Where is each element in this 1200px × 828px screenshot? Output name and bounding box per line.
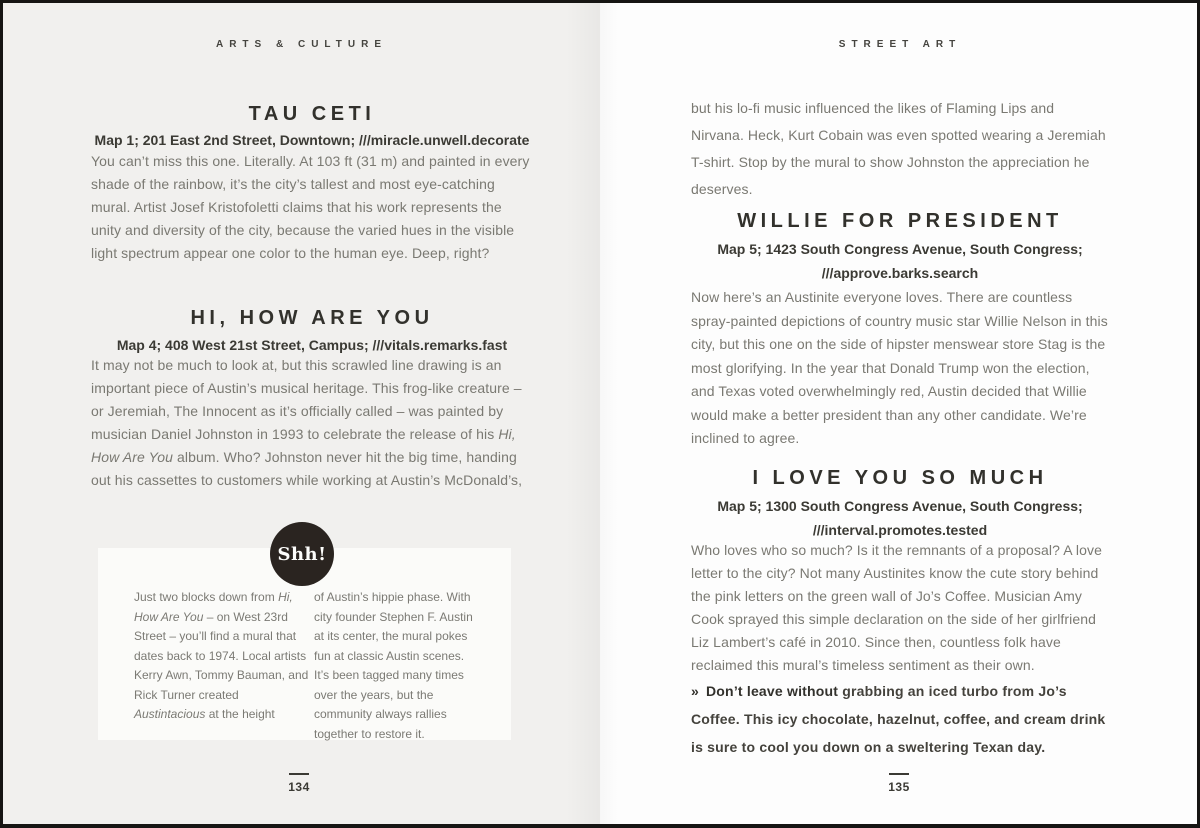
running-head-right: STREET ART [838,39,962,50]
shh-box-column-1 [134,588,310,725]
shh-segment: at the height [205,707,275,721]
shh-badge: Shh! [270,522,334,586]
page-number-rule [289,773,309,775]
body-italic-album-title: Hi, How Are You [91,426,516,465]
section-address-willie-for-president [691,237,1109,285]
continuation-paragraph: but his lo-fi music influenced the likes of Flaming Lips and Nirvana. Heck, Kurt Cobain was even spotted wearing a Jeremiah T-shirt. Stop by the mural to show Johnston the appreciation he deserves. [691,100,1106,197]
right-page [600,3,1200,824]
page-number-rule [889,773,909,775]
body-segment: It may not be much to look at, but this scrawled line drawing is an important piece of Austin’s musical heritage. This frog-like creature – or Jeremiah, The Innocent as it’s officially called – was painted by musician Daniel Johnston in 1993 to celebrate the release of his [91,357,522,442]
section-title-hi-how-are-you: HI, HOW ARE YOU [190,307,434,329]
section-body-hi-how-are-you [91,354,533,492]
page-number-right: 135 [877,773,921,796]
shh-italic-album-title: Hi, How Are You [134,590,293,624]
tip-text: grabbing an iced turbo from Jo’s Coffee. This icy chocolate, hazelnut, coffee, and cream drink is sure to cool you down on a sweltering Texan day. [691,683,1106,755]
address-line-1: Map 5; 1423 South Congress Avenue, South Congress; [717,241,1083,257]
left-page [3,3,600,824]
shh-segment: – on West 23rd Street – you’ll find a mural that dates back to 1974. Local artists Kerry Awn, Tommy Bauman, and Rick Turner created [134,609,309,702]
dont-leave-without-tip [691,677,1109,761]
section-address-hi-how-are-you: Map 4; 408 West 21st Street, Campus; ///vitals.remarks.fast [116,337,508,353]
double-chevron-icon: » [691,683,699,699]
section-address-i-love-you-so-much [691,494,1109,542]
section-body-i-love-you-so-much: Who loves who so much? Is it the remnants of a proposal? A love letter to the city? Not many Austinites know the cute story behind the pink letters on the green wall of Jo’s Coffee. Musician Amy Cook sprayed this simple declaration on the side of her girlfriend Liz Lambert’s café in 2010. Since then, countless folk have reclaimed this mural’s timeless sentiment as their own. [691,542,1102,673]
section-title-i-love-you-so-much: I LOVE YOU SO MUCH [752,467,1048,489]
page-number-left: 134 [277,773,321,796]
address-line-1: Map 5; 1300 South Congress Avenue, South Congress; [717,498,1083,514]
shh-box-column-2: of Austin’s hippie phase. With city founder Stephen F. Austin at its center, the mural pokes fun at classic Austin scenes. It’s been tagged many times over the years, but the community always rallies together to restore it. [314,590,473,741]
section-body-willie-for-president: Now here’s an Austinite everyone loves. There are countless spray-painted depictions of country music star Willie Nelson in this city, but this one on the side of hipster menswear store Stag is the most glorifying. In the year that Donald Trump won the election, and Texas voted overwhelmingly red, Austin decided that Willie would make a better president than any other candidate. We’re inclined to agree. [691,289,1108,446]
section-title-willie-for-president: WILLIE FOR PRESIDENT [737,210,1063,232]
body-segment: album. Who? Johnston never hit the big time, handing out his cassettes to customers while working at Austin’s McDonald’s, [91,449,523,488]
address-line-2: ///interval.promotes.tested [812,522,988,538]
address-line-2: ///approve.barks.search [821,265,979,281]
shh-italic-mural-title: Austintacious [134,707,206,721]
shh-segment: Just two blocks down from [134,590,279,604]
section-title-tau-ceti: TAU CETI [248,103,376,125]
section-address-tau-ceti: Map 1; 201 East 2nd Street, Downtown; ///miracle.unwell.decorate [94,132,530,148]
section-body-tau-ceti: You can’t miss this one. Literally. At 103 ft (31 m) and painted in every shade of the rainbow, it’s the city’s tallest and most eye-catching mural. Artist Josef Kristofoletti claims that his work represents the unity and diversity of the city, because the varied hues in the visible light spectrum appear one color to the human eye. Deep, right? [91,153,530,261]
running-head-left: ARTS & CULTURE [215,39,388,50]
tip-lead-in: Don’t leave without [706,683,839,699]
